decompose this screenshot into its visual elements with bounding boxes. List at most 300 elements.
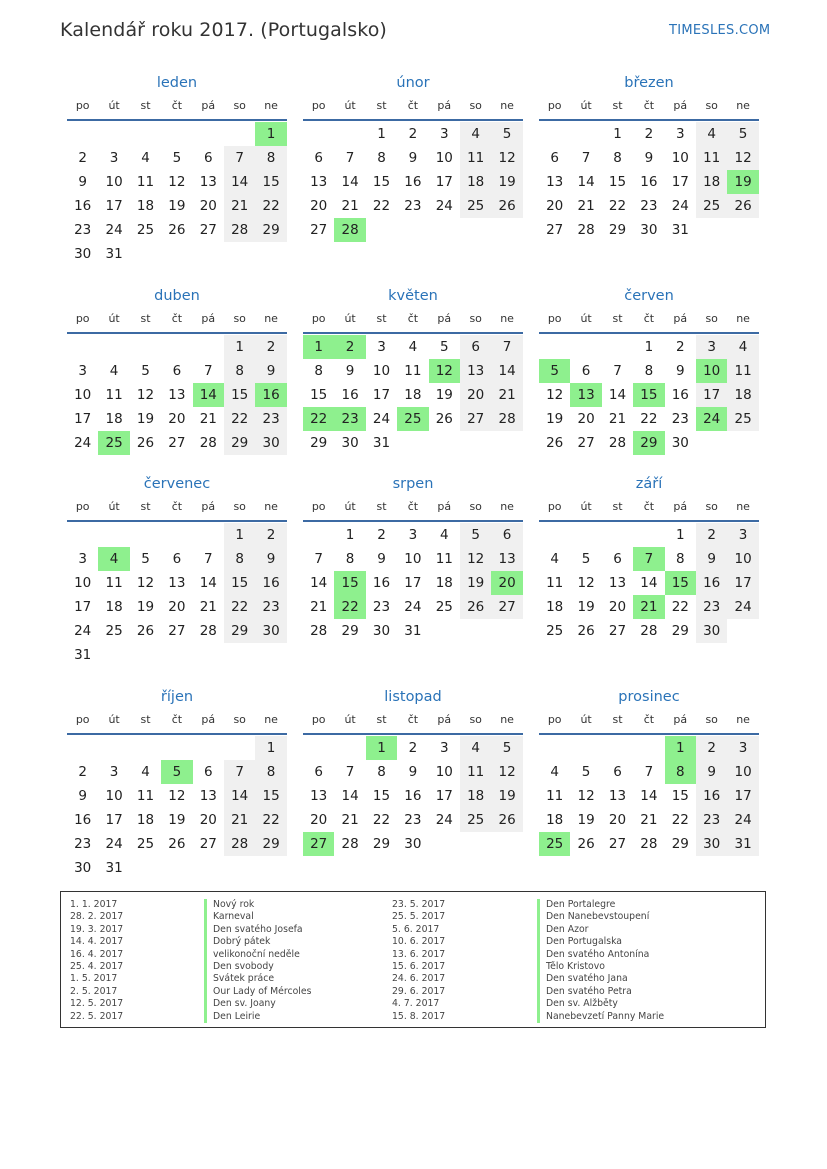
day-cell: 21: [341, 812, 359, 828]
day-cell: 26: [460, 595, 491, 619]
day-cell: 9: [696, 547, 727, 571]
day-cell: 4: [727, 335, 758, 359]
weekday-label: st: [612, 500, 623, 513]
day-cell: 26: [168, 836, 186, 852]
month-11: [303, 686, 523, 880]
day-cell: 29: [224, 431, 255, 455]
day-cell: 24: [671, 198, 689, 214]
holiday-row: [70, 986, 370, 998]
day-cell: 13: [546, 174, 564, 190]
day-cell: 24: [404, 599, 422, 615]
holiday-day-cell: 12: [429, 359, 460, 383]
day-cell: 12: [168, 788, 186, 804]
weekday-label: st: [612, 99, 623, 112]
day-cell: 3: [439, 740, 449, 756]
day-cell: 7: [203, 551, 213, 567]
day-cell: 12: [460, 547, 491, 571]
day-cell: 6: [203, 150, 213, 166]
holiday-row: [70, 936, 370, 948]
day-cell: 14: [224, 170, 255, 194]
weekday-label: po: [311, 500, 326, 513]
weekday-label: st: [612, 713, 623, 726]
day-cell: 19: [491, 784, 522, 808]
day-cell: 4: [550, 551, 559, 567]
day-cell: 8: [644, 363, 654, 379]
weekday-header: [539, 498, 759, 522]
weekday-label: čt: [643, 312, 655, 325]
day-cell: 28: [310, 623, 328, 639]
day-cell: 17: [404, 575, 422, 591]
weekday-header: [303, 97, 523, 121]
day-cell: 12: [136, 387, 155, 403]
day-cell: 14: [608, 387, 627, 403]
day-cell: 11: [727, 359, 758, 383]
weekday-label: so: [233, 500, 246, 513]
holiday-day-cell: 15: [633, 383, 664, 407]
holiday-row: [70, 949, 370, 961]
weekday-label: pá: [201, 99, 216, 112]
day-cell: 13: [608, 575, 627, 591]
weekday-label: so: [233, 713, 246, 726]
weekday-label: po: [311, 312, 326, 325]
weekday-label: čt: [171, 500, 183, 513]
day-cell: 2: [408, 740, 418, 756]
day-cell: 9: [255, 359, 286, 383]
day-cell: 5: [491, 122, 522, 146]
day-cell: 25: [460, 808, 491, 832]
day-cell: 28: [199, 435, 217, 451]
day-cell: 21: [199, 599, 217, 615]
holiday-name: Nový rok: [204, 899, 254, 911]
day-cell: 25: [136, 222, 155, 238]
holiday-name: Den svatého Josefa: [204, 924, 303, 936]
day-cell: 17: [372, 387, 391, 403]
holiday-name: Den Portalegre: [537, 899, 615, 911]
day-cell: 20: [199, 198, 217, 214]
day-cell: 15: [671, 788, 689, 804]
day-grid: [67, 122, 287, 266]
day-cell: 10: [435, 764, 453, 780]
day-cell: 3: [727, 523, 758, 547]
day-cell: 3: [675, 126, 685, 142]
day-cell: 22: [255, 194, 286, 218]
day-cell: 7: [224, 146, 255, 170]
day-cell: 18: [136, 198, 155, 214]
weekday-label: ne: [736, 312, 750, 325]
holiday-day-cell: 5: [539, 359, 570, 383]
weekday-label: ne: [264, 713, 278, 726]
weekday-label: út: [580, 99, 592, 112]
month-6: [539, 285, 759, 479]
day-cell: 15: [255, 784, 286, 808]
weekday-label: po: [75, 713, 90, 726]
day-cell: 9: [255, 547, 286, 571]
day-cell: 29: [372, 836, 391, 852]
day-cell: 21: [310, 599, 328, 615]
weekday-label: po: [75, 312, 90, 325]
holiday-day-cell: 16: [255, 383, 286, 407]
day-cell: 16: [74, 198, 92, 214]
holiday-day-cell: 14: [193, 383, 224, 407]
weekday-label: so: [469, 500, 482, 513]
weekday-header: [539, 97, 759, 121]
weekday-label: ne: [500, 713, 514, 726]
day-cell: 3: [109, 764, 119, 780]
page-title: Kalendář roku 2017. (Portugalsko): [60, 19, 387, 41]
day-cell: 16: [372, 575, 391, 591]
day-cell: 8: [345, 551, 355, 567]
day-cell: 9: [78, 174, 87, 190]
day-grid: [303, 736, 523, 880]
day-cell: 24: [435, 198, 453, 214]
holiday-row: [70, 924, 370, 936]
day-cell: 10: [727, 760, 758, 784]
day-cell: 17: [74, 599, 92, 615]
day-cell: 16: [74, 812, 92, 828]
day-cell: 29: [341, 623, 359, 639]
holiday-name: Den Nanebevstoupení: [537, 911, 649, 923]
brand-link[interactable]: TIMESLES.COM: [669, 23, 771, 38]
holiday-date: 1. 1. 2017: [70, 899, 118, 910]
day-cell: 25: [105, 623, 123, 639]
day-cell: 14: [341, 788, 359, 804]
day-cell: 20: [199, 812, 217, 828]
day-cell: 11: [546, 788, 564, 804]
weekday-header: [539, 711, 759, 735]
weekday-label: so: [469, 713, 482, 726]
day-cell: 22: [608, 198, 627, 214]
day-cell: 25: [727, 407, 758, 431]
weekday-label: út: [108, 99, 120, 112]
day-cell: 18: [404, 387, 422, 403]
day-cell: 18: [105, 411, 123, 427]
month-2: [303, 72, 523, 266]
weekday-label: pá: [437, 500, 452, 513]
day-cell: 8: [255, 146, 286, 170]
day-cell: 4: [439, 527, 449, 543]
day-cell: 7: [224, 760, 255, 784]
day-cell: 27: [546, 222, 564, 238]
day-cell: 5: [581, 764, 591, 780]
holiday-row: [70, 899, 370, 911]
holiday-day-cell: 4: [98, 547, 129, 571]
weekday-label: po: [547, 500, 562, 513]
day-cell: 22: [372, 812, 391, 828]
day-cell: 19: [460, 571, 491, 595]
weekday-label: út: [108, 713, 120, 726]
day-cell: 1: [224, 335, 255, 359]
weekday-label: út: [580, 500, 592, 513]
day-cell: 31: [372, 435, 391, 451]
day-cell: 6: [550, 150, 559, 166]
day-cell: 5: [581, 551, 591, 567]
weekday-label: pá: [673, 500, 688, 513]
day-cell: 20: [608, 812, 627, 828]
day-cell: 11: [136, 174, 155, 190]
holiday-row: [70, 998, 370, 1010]
day-cell: 28: [577, 222, 595, 238]
day-cell: 2: [408, 126, 418, 142]
day-cell: 4: [460, 736, 491, 760]
day-cell: 24: [105, 836, 123, 852]
day-cell: 17: [105, 198, 123, 214]
day-cell: 26: [546, 435, 564, 451]
weekday-label: čt: [171, 99, 183, 112]
day-cell: 4: [460, 122, 491, 146]
day-cell: 23: [404, 198, 422, 214]
holiday-day-cell: 22: [303, 407, 334, 431]
day-cell: 12: [491, 146, 522, 170]
day-cell: 4: [696, 122, 727, 146]
day-cell: 18: [546, 812, 564, 828]
month-4: [67, 285, 287, 479]
day-cell: 26: [491, 808, 522, 832]
holiday-name: Den Portugalska: [537, 936, 622, 948]
day-cell: 27: [491, 595, 522, 619]
holiday-day-cell: 10: [696, 359, 727, 383]
day-cell: 1: [345, 527, 355, 543]
day-cell: 11: [696, 146, 727, 170]
holiday-name: velikonoční neděle: [204, 949, 300, 961]
holiday-day-cell: 24: [696, 407, 727, 431]
day-cell: 5: [460, 523, 491, 547]
weekday-label: čt: [407, 312, 419, 325]
day-cell: 29: [255, 832, 286, 856]
weekday-label: pá: [201, 312, 216, 325]
day-cell: 6: [172, 551, 182, 567]
weekday-label: pá: [673, 99, 688, 112]
day-cell: 13: [608, 788, 627, 804]
day-cell: 20: [168, 411, 186, 427]
day-cell: 13: [168, 575, 186, 591]
holiday-name: Our Lady of Mércoles: [204, 986, 311, 998]
month-10: [67, 686, 287, 880]
day-cell: 26: [577, 836, 595, 852]
day-cell: 17: [696, 383, 727, 407]
day-cell: 19: [435, 387, 453, 403]
day-cell: 23: [372, 599, 391, 615]
weekday-label: po: [547, 312, 562, 325]
month-3: [539, 72, 759, 266]
weekday-label: čt: [171, 312, 183, 325]
holiday-day-cell: 2: [334, 335, 365, 359]
day-cell: 27: [608, 623, 627, 639]
day-cell: 23: [255, 407, 286, 431]
holiday-date: 13. 6. 2017: [392, 948, 446, 960]
day-cell: 19: [136, 599, 155, 615]
day-cell: 11: [435, 551, 453, 567]
day-cell: 21: [199, 411, 217, 427]
day-cell: 25: [546, 623, 564, 639]
day-cell: 30: [255, 431, 286, 455]
day-cell: 2: [255, 335, 286, 359]
day-cell: 2: [255, 523, 286, 547]
day-cell: 21: [341, 198, 359, 214]
weekday-label: pá: [437, 99, 452, 112]
day-cell: 28: [491, 407, 522, 431]
day-cell: 23: [74, 222, 92, 238]
day-cell: 6: [172, 363, 182, 379]
weekday-label: po: [311, 99, 326, 112]
day-cell: 20: [168, 599, 186, 615]
month-7: [67, 473, 287, 667]
holiday-day-cell: 25: [98, 431, 129, 455]
weekday-label: st: [612, 312, 623, 325]
day-cell: 20: [546, 198, 564, 214]
day-cell: 29: [671, 836, 689, 852]
month-9: [539, 473, 759, 667]
day-cell: 1: [255, 736, 286, 760]
day-cell: 2: [377, 527, 386, 543]
day-cell: 3: [727, 736, 758, 760]
holiday-name: Den sv. Alžběty: [537, 998, 618, 1010]
weekday-label: pá: [437, 312, 452, 325]
weekday-label: st: [140, 312, 151, 325]
weekday-header: [539, 310, 759, 334]
day-cell: 13: [310, 174, 328, 190]
day-cell: 12: [168, 174, 186, 190]
month-name: květen: [388, 288, 438, 304]
day-cell: 10: [372, 363, 391, 379]
day-cell: 27: [168, 435, 186, 451]
month-name: listopad: [384, 689, 442, 705]
day-cell: 6: [460, 335, 491, 359]
weekday-label: út: [344, 312, 356, 325]
holiday-day-cell: 13: [570, 383, 601, 407]
day-cell: 27: [310, 222, 328, 238]
month-name: leden: [156, 75, 198, 91]
day-grid: [303, 122, 523, 266]
weekday-label: út: [580, 713, 592, 726]
day-cell: 9: [696, 760, 727, 784]
day-cell: 4: [550, 764, 559, 780]
day-cell: 18: [546, 599, 564, 615]
day-cell: 31: [105, 860, 123, 876]
holiday-day-cell: 7: [633, 547, 664, 571]
day-cell: 16: [671, 387, 689, 403]
day-cell: 19: [168, 812, 186, 828]
day-cell: 26: [168, 222, 186, 238]
weekday-header: [303, 310, 523, 334]
day-grid: [303, 523, 523, 667]
weekday-label: po: [311, 713, 326, 726]
day-cell: 6: [613, 764, 622, 780]
weekday-label: čt: [407, 99, 419, 112]
day-cell: 14: [199, 575, 217, 591]
day-cell: 12: [727, 146, 758, 170]
holiday-date: 4. 7. 2017: [392, 998, 440, 1010]
holiday-name: Karneval: [204, 911, 254, 923]
day-cell: 4: [109, 363, 119, 379]
day-cell: 2: [644, 126, 654, 142]
day-cell: 27: [199, 222, 217, 238]
month-12: [539, 686, 759, 880]
day-cell: 28: [608, 435, 627, 451]
day-grid: [67, 335, 287, 479]
day-cell: 14: [224, 784, 255, 808]
day-cell: 4: [141, 150, 150, 166]
day-cell: 1: [675, 527, 685, 543]
day-cell: 19: [168, 198, 186, 214]
day-cell: 11: [546, 575, 564, 591]
day-cell: 27: [460, 407, 491, 431]
holiday-day-cell: 1: [665, 736, 696, 760]
day-cell: 27: [577, 435, 595, 451]
day-cell: 26: [491, 194, 522, 218]
weekday-label: po: [75, 500, 90, 513]
day-cell: 21: [224, 808, 255, 832]
day-cell: 16: [696, 571, 727, 595]
holiday-day-cell: 15: [334, 571, 365, 595]
holiday-day-cell: 29: [633, 431, 664, 455]
weekday-label: so: [469, 312, 482, 325]
day-cell: 20: [577, 411, 595, 427]
day-cell: 5: [439, 339, 449, 355]
day-cell: 7: [581, 150, 591, 166]
day-cell: 2: [78, 764, 87, 780]
day-cell: 13: [491, 547, 522, 571]
day-cell: 17: [105, 812, 123, 828]
day-cell: 22: [224, 407, 255, 431]
day-cell: 18: [727, 383, 758, 407]
day-cell: 9: [408, 150, 418, 166]
holiday-row: [70, 973, 370, 985]
holiday-day-cell: 25: [397, 407, 428, 431]
day-cell: 26: [136, 435, 155, 451]
weekday-label: čt: [171, 713, 183, 726]
day-cell: 25: [136, 836, 155, 852]
day-cell: 17: [671, 174, 689, 190]
day-cell: 21: [491, 383, 522, 407]
weekday-label: út: [344, 99, 356, 112]
weekday-label: so: [705, 99, 718, 112]
day-cell: 7: [644, 764, 654, 780]
day-cell: 7: [203, 363, 213, 379]
day-cell: 10: [74, 387, 92, 403]
day-cell: 8: [224, 547, 255, 571]
day-cell: 10: [74, 575, 92, 591]
day-cell: 19: [577, 812, 595, 828]
day-cell: 16: [696, 784, 727, 808]
day-cell: 19: [491, 170, 522, 194]
day-cell: 21: [640, 812, 658, 828]
holiday-day-cell: 20: [491, 571, 522, 595]
weekday-label: ne: [264, 500, 278, 513]
weekday-label: ne: [736, 500, 750, 513]
holiday-row: [392, 899, 692, 911]
holiday-day-cell: 28: [334, 218, 365, 242]
day-cell: 11: [136, 788, 155, 804]
day-cell: 28: [640, 623, 658, 639]
day-grid: [67, 523, 287, 667]
day-cell: 5: [491, 736, 522, 760]
day-cell: 13: [168, 387, 186, 403]
day-cell: 5: [172, 150, 182, 166]
weekday-label: út: [108, 500, 120, 513]
day-cell: 24: [74, 435, 92, 451]
weekday-label: so: [233, 99, 246, 112]
day-cell: 8: [314, 363, 323, 379]
day-cell: 6: [314, 150, 323, 166]
day-cell: 1: [224, 523, 255, 547]
holiday-day-cell: 15: [665, 571, 696, 595]
day-cell: 11: [105, 387, 123, 403]
day-cell: 10: [671, 150, 689, 166]
holiday-date: 29. 6. 2017: [392, 985, 446, 997]
day-cell: 21: [224, 194, 255, 218]
day-cell: 29: [224, 619, 255, 643]
day-cell: 11: [460, 760, 491, 784]
